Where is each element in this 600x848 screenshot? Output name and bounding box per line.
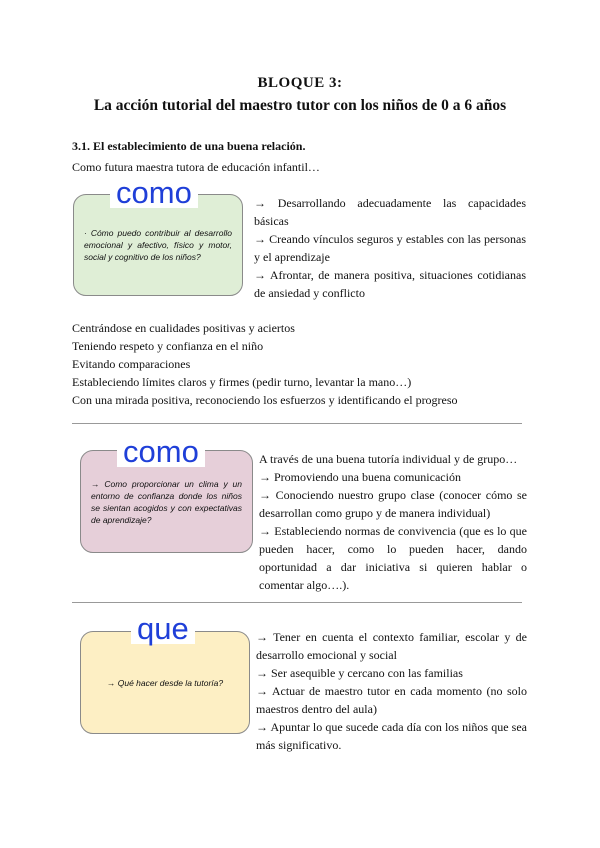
- list-item: → Tener en cuenta el contexto familiar, escolar y de desarrollo emocional y social: [256, 630, 527, 662]
- block3-points: [256, 628, 527, 754]
- list-item: → Apuntar lo que sucede cada día con los niños que sea más significativo.: [256, 720, 527, 752]
- word-como-2: como: [117, 437, 205, 467]
- list-item: Centrándose en cualidades positivas y aciertos: [72, 321, 295, 335]
- question-box-3: [80, 631, 250, 734]
- word-como-1: como: [110, 178, 198, 208]
- list-item: → Estableciendo normas de convivencia (que es lo que pueden hacer, como lo pueden hacer, dando oportunidad a dar iniciativa si quieren hablar o comentar algo….).: [259, 524, 527, 592]
- question-text-1: · Cómo puedo contribuir al desarrollo emocional y afectivo, físico y motor, social y cognitivo de los niños?: [84, 228, 232, 262]
- list-item: Con una mirada positiva, reconociendo los esfuerzos y identificando el progreso: [72, 393, 458, 407]
- list-item: Evitando comparaciones: [72, 357, 191, 371]
- word-que: que: [131, 614, 195, 644]
- block-number: BLOQUE 3:: [257, 75, 343, 91]
- list-item: → Desarrollando adecuadamente las capacidades básicas: [254, 196, 526, 228]
- list-item: Estableciendo límites claros y firmes (pedir turno, levantar la mano…): [72, 375, 412, 389]
- divider-2: [72, 602, 522, 603]
- list-item: Teniendo respeto y confianza en el niño: [72, 339, 264, 353]
- block1-lines: [72, 319, 532, 409]
- block2-points: [259, 450, 527, 594]
- page-title: La acción tutorial del maestro tutor con los niños de 0 a 6 años: [93, 97, 507, 114]
- section-intro: Como futura maestra tutora de educación infantil…: [72, 160, 320, 174]
- question-text-3: → Qué hacer desde la tutoría?: [106, 677, 224, 688]
- list-item: → Conociendo nuestro grupo clase (conocer cómo se desarrollan como grupo y de manera individual): [259, 488, 527, 520]
- list-item: → Creando vínculos seguros y estables con las personas y el aprendizaje: [254, 232, 526, 264]
- divider-1: [72, 423, 522, 424]
- block1-points: [254, 194, 526, 302]
- block2-intro: A través de una buena tutoría individual y de grupo…: [259, 452, 518, 466]
- section-heading: 3.1. El establecimiento de una buena relación.: [72, 139, 306, 153]
- list-item: → Ser asequible y cercano con las familias: [256, 666, 463, 680]
- list-item: → Afrontar, de manera positiva, situaciones cotidianas de ansiedad y conflicto: [254, 268, 526, 300]
- question-text-2: → Como proporcionar un clima y un entorno de confianza donde los niños se sientan acogidos y con expectativas de aprendizaje?: [91, 478, 242, 525]
- list-item: → Actuar de maestro tutor en cada momento (no solo maestros dentro del aula): [256, 684, 527, 716]
- list-item: → Promoviendo una buena comunicación: [259, 470, 461, 484]
